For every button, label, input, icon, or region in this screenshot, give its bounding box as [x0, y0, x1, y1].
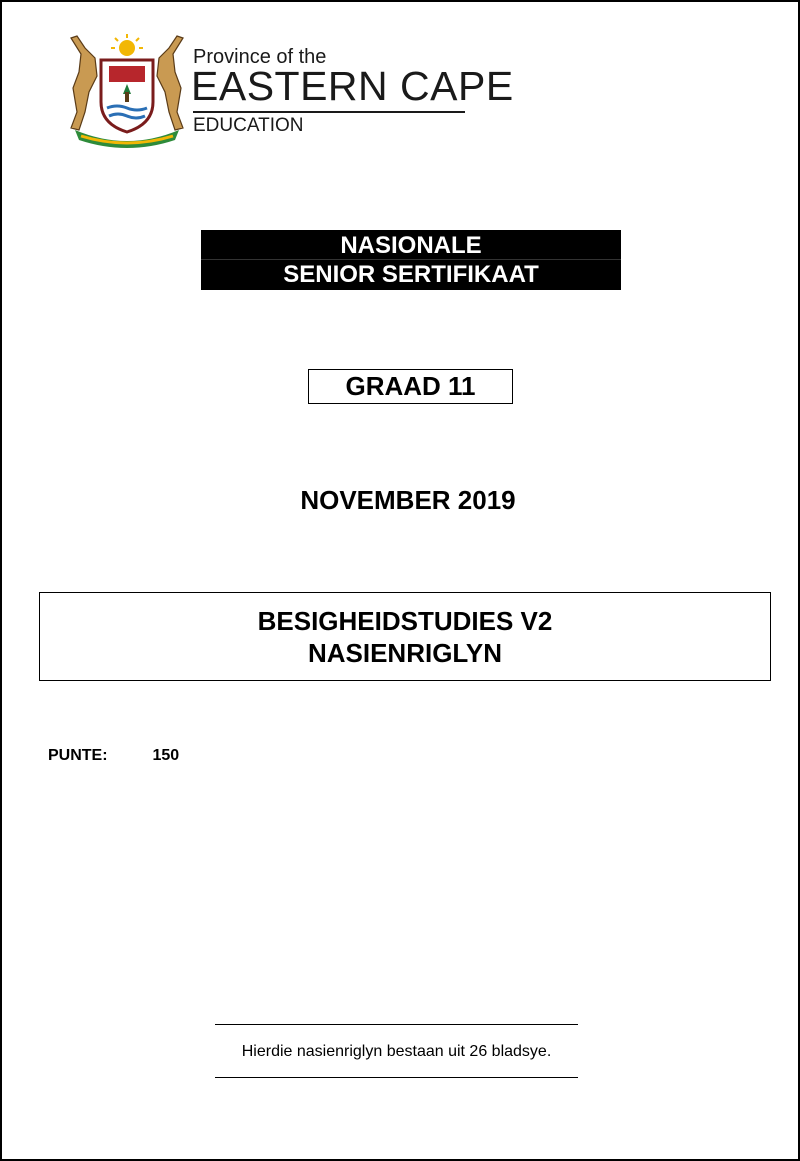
exam-date: NOVEMBER 2019 — [300, 485, 516, 515]
marks-row — [48, 747, 179, 765]
eastern-cape-education-logo — [57, 32, 514, 152]
coat-of-arms-icon — [57, 32, 197, 150]
footer-top-rule — [215, 1024, 578, 1025]
certificate-banner — [201, 230, 621, 290]
marks-label: PUNTE: — [48, 747, 108, 764]
footer-bottom-rule — [215, 1077, 578, 1078]
grade-box: GRAAD 11 — [308, 369, 513, 404]
banner-line-2: SENIOR SERTIFIKAAT — [283, 261, 539, 288]
logo-eastern-cape-text: EASTERN CAPE — [191, 63, 514, 109]
banner-line-1: NASIONALE — [340, 232, 482, 259]
subject-title: BESIGHEIDSTUDIES V2 — [257, 605, 553, 636]
subject-subtitle: NASIENRIGLYN — [307, 637, 503, 668]
subject-box — [39, 592, 771, 681]
logo-divider — [193, 111, 465, 113]
marks-value: 150 — [152, 747, 180, 764]
banner-divider — [201, 259, 621, 260]
page-count-note: Hierdie nasienriglyn bestaan uit 26 bladsye. — [241, 1043, 552, 1060]
logo-province-text: Province of the — [193, 46, 327, 68]
logo-education-text: EDUCATION — [193, 115, 304, 136]
